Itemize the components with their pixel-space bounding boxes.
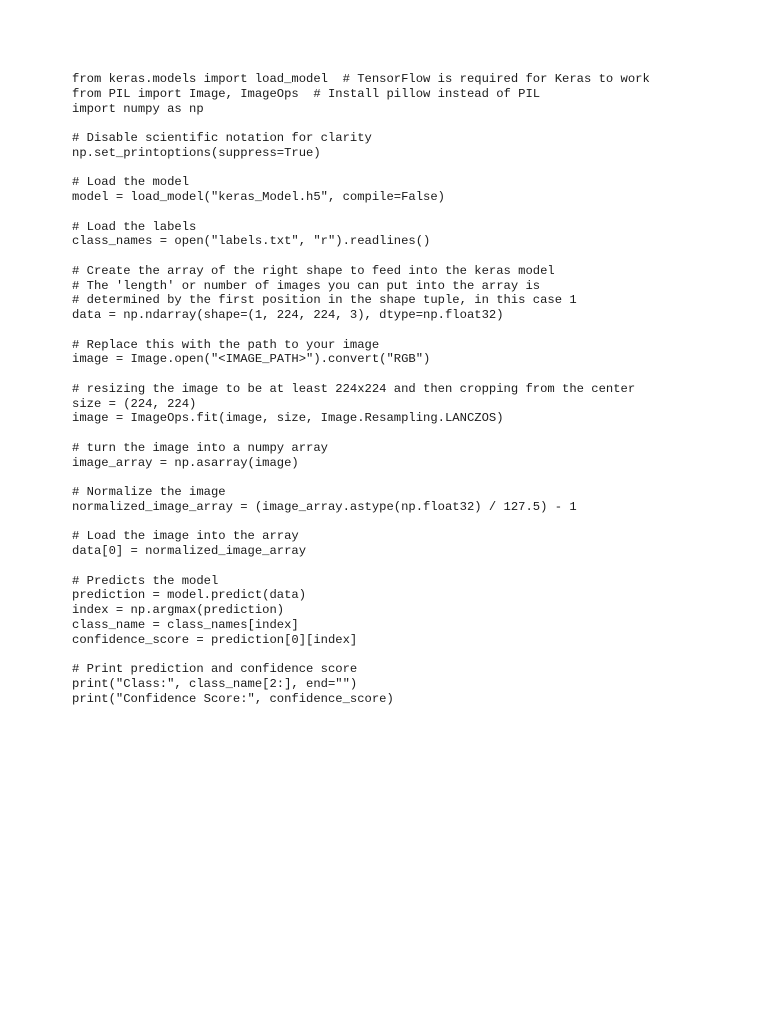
code-line: model = load_model("keras_Model.h5", compile=False) bbox=[72, 190, 445, 204]
code-line: import numpy as np bbox=[72, 101, 204, 116]
code-line: size = (224, 224) bbox=[72, 396, 197, 411]
blank-line bbox=[72, 205, 650, 220]
code-line: confidence_score = prediction[0][index] bbox=[72, 632, 358, 647]
code-line: # Predicts the model bbox=[72, 573, 219, 588]
code-line: # Disable scientific notation for clarity bbox=[72, 131, 372, 145]
code-line: # Normalize the image bbox=[72, 485, 226, 499]
code-line: index = np.argmax(prediction) bbox=[72, 603, 285, 617]
code-line: class_name = class_names[index] bbox=[72, 617, 299, 632]
code-block bbox=[72, 72, 650, 706]
code-line: from PIL import Image, ImageOps # Install pillow instead of PIL bbox=[72, 86, 541, 101]
code-line: # resizing the image to be at least 224x224 and then cropping from the center bbox=[72, 381, 636, 396]
code-line: print("Confidence Score:", confidence_score) bbox=[72, 691, 394, 706]
code-line: # turn the image into a numpy array bbox=[72, 440, 328, 455]
code-line: data[0] = normalized_image_array bbox=[72, 544, 307, 558]
code-line: from keras.models import load_model # TensorFlow is required for Keras to work bbox=[72, 72, 650, 86]
code-line: image = ImageOps.fit(image, size, Image.Resampling.LANCZOS) bbox=[72, 411, 504, 426]
blank-line bbox=[72, 161, 650, 176]
code-line: normalized_image_array = (image_array.astype(np.float32) / 127.5) - 1 bbox=[72, 499, 577, 514]
code-line: image_array = np.asarray(image) bbox=[72, 455, 299, 470]
blank-line bbox=[72, 323, 650, 338]
blank-line bbox=[72, 470, 650, 485]
blank-line bbox=[72, 116, 650, 131]
code-line: data = np.ndarray(shape=(1, 224, 224, 3), dtype=np.float32) bbox=[72, 308, 504, 322]
code-line: class_names = open("labels.txt", "r").readlines() bbox=[72, 234, 431, 249]
code-line: # Print prediction and confidence score bbox=[72, 662, 358, 676]
blank-line bbox=[72, 249, 650, 264]
code-line: prediction = model.predict(data) bbox=[72, 588, 307, 603]
code-line: # The 'length' or number of images you can put into the array is bbox=[72, 278, 541, 293]
blank-line bbox=[72, 426, 650, 441]
code-line: print("Class:", class_name[2:], end="") bbox=[72, 676, 358, 691]
code-line: # Load the image into the array bbox=[72, 529, 299, 544]
code-line: # determined by the first position in the shape tuple, in this case 1 bbox=[72, 293, 577, 308]
code-line: image = Image.open("<IMAGE_PATH>").convert("RGB") bbox=[72, 352, 431, 367]
blank-line bbox=[72, 367, 650, 382]
code-line: # Replace this with the path to your image bbox=[72, 337, 380, 352]
blank-line bbox=[72, 515, 650, 530]
blank-line bbox=[72, 559, 650, 574]
code-line: # Create the array of the right shape to feed into the keras model bbox=[72, 263, 555, 278]
code-line: np.set_printoptions(suppress=True) bbox=[72, 145, 321, 160]
code-line: # Load the labels bbox=[72, 219, 197, 234]
blank-line bbox=[72, 647, 650, 662]
code-line: # Load the model bbox=[72, 175, 190, 190]
